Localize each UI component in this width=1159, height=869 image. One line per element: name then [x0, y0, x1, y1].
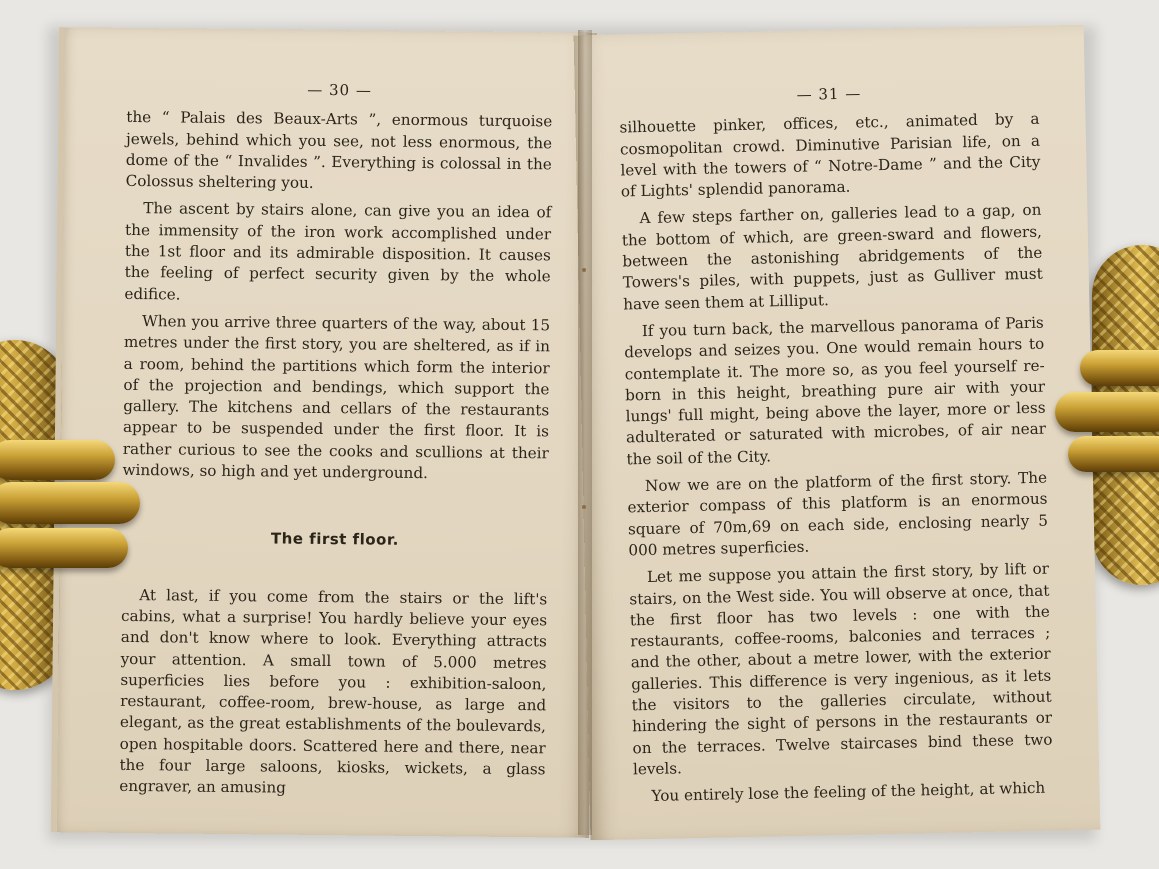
- book-gutter: [578, 30, 592, 835]
- binding-stitch: [582, 505, 586, 509]
- right-paragraph: silhouette pinker, offices, etc., animated by a cosmopolitan crowd. Diminutive Parisian life, on a level with the towers of “ Notre-Dame ” and the City of Lights' splendid panorama.: [619, 109, 1041, 201]
- left-paragraph: At last, if you come from the stairs or the lift's cabins, what a surprise! You hardly believe your eyes and don't know where to look. Everything attracts your attention. A small town of 5.000 metres superficies lies before you : exhibition-saloon, restaurant, coffee-room, brew-house, as large and elegant, as the great establishments of the boulevards, open hospitable doors. Scattered here and there, near the four large saloons, kiosks, wickets, a glass engraver, an amusing: [119, 585, 548, 797]
- left-page: [51, 27, 597, 838]
- left-page-text: [119, 78, 553, 808]
- left-page-number: — 30 —: [307, 80, 372, 100]
- right-weight-finger: [1068, 436, 1159, 472]
- right-weight-finger: [1080, 350, 1159, 386]
- right-paragraph: Let me suppose you attain the first story, by lift or stairs, on the West side. You will observe at once, that the first floor has two levels : one with the restaurants, coffee-rooms, balconies and terraces ; and the other, about a metre lower, with the exterior galleries. This difference is very ingenious, as it lets the visitors to the galleries circulate, without hindering the sight of persons in the restaurants or on the terraces. Twelve staircases bind these two levels.: [629, 559, 1053, 779]
- right-paragraph: A few steps farther on, galleries lead to a gap, on the bottom of which, are green-sward and flowers, between the astonishing abridgements of the Towers's piles, with puppets, just as Gulliver must have seen them at Lilliput.: [621, 201, 1043, 314]
- right-page: [574, 25, 1101, 841]
- right-page-text: [619, 80, 1054, 814]
- left-weight-finger: [0, 482, 140, 524]
- binding-stitch: [582, 268, 586, 272]
- right-page-number: — 31 —: [796, 84, 862, 104]
- right-paragraph: You entirely lose the feeling of the height, at which: [651, 778, 1046, 806]
- left-paragraph: the “ Palais des Beaux-Arts ”, enormous turquoise jewels, behind which you see, not less enormous, the dome of the “ Invalides ”. Everything is colossal in the Colossus sheltering you.: [125, 108, 553, 193]
- section-heading: The first floor.: [270, 529, 399, 550]
- right-weight-finger: [1055, 392, 1159, 432]
- left-paragraph: When you arrive three quarters of the way, about 15 metres under the first story, you are sheltered, as if in a room, behind the partitions which form the interior of the projection and bendings, which support the gallery. The kitchens and cellars of the restaurants appear to be suspended under the first floor. It is rather curious to see the cooks and scullions at their windows, so high and yet underground.: [122, 312, 551, 483]
- left-weight-finger: [0, 440, 115, 480]
- left-weight-finger: [0, 528, 128, 568]
- right-paragraph: Now we are on the platform of the first story. The exterior compass of this platform is an enormous square of 70m,69 on each side, enclosing nearly 5 000 metres superficies.: [627, 468, 1049, 560]
- left-paragraph: The ascent by stairs alone, can give you an idea of the immensity of the iron work accomplished under the 1st floor and its admirable disposition. It causes the feeling of perfect security given by the whole edifice.: [124, 199, 552, 304]
- right-paragraph: If you turn back, the marvellous panorama of Paris develops and seizes you. One would remain hours to contemplate it. The more so, as you feel yourself re-born in this height, breathing pure air with your lungs' full might, being above the layer, more or less adulterated or saturated with microbes, of air near the soil of the City.: [624, 313, 1047, 469]
